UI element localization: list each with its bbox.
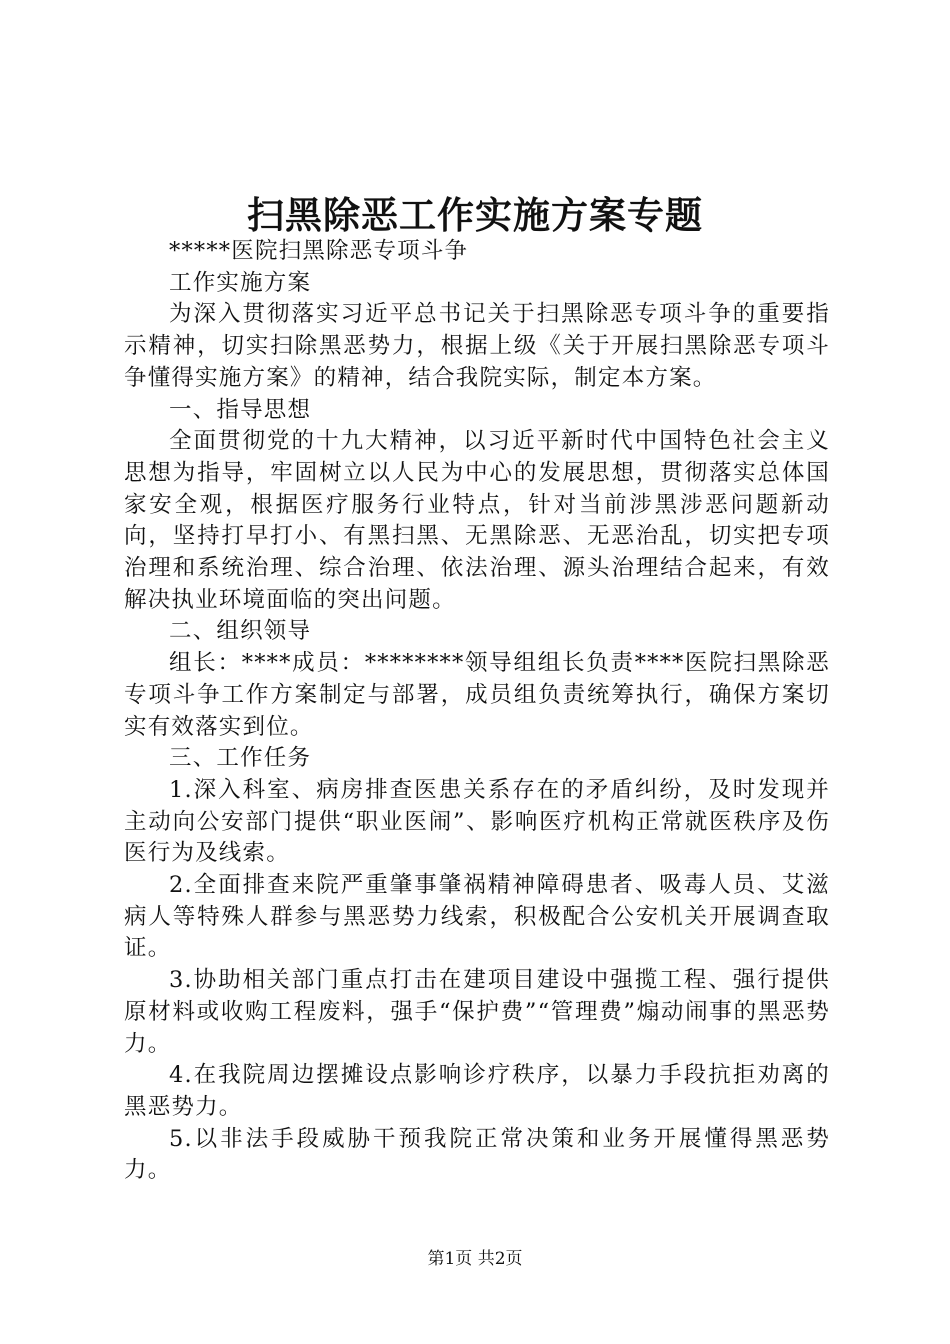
list-item: 4.在我院周边摆摊设点影响诊疗秩序，以暴力手段抗拒劝离的黑恶势力。 xyxy=(124,1062,830,1120)
section-heading: 三、工作任务 xyxy=(169,745,312,772)
list-item: 5.以非法手段威胁干预我院正常决策和业务开展懂得黑恶势力。 xyxy=(124,1125,830,1184)
paragraph: 工作实施方案 xyxy=(169,269,312,296)
list-item: 2.全面排查来院严重肇事肇祸精神障碍患者、吸毒人员、艾滋病人等特殊人群参与黑恶势力线索，积极配合公安机关开展调查取证。 xyxy=(124,872,830,962)
document-body xyxy=(124,236,830,1187)
paragraph: 组长：****成员：********领导组组长负责****医院扫黑除恶专项斗争工作方案制定与部署，成员组负责统筹执行，确保方案切实有效落实到位。 xyxy=(124,650,830,740)
page-footer: 第1页 共2页 xyxy=(427,1249,523,1269)
paragraph: 全面贯彻党的十九大精神，以习近平新时代中国特色社会主义思想为指导，牢固树立以人民为中心的发展思想，贯彻落实总体国家安全观，根据医疗服务行业特点，针对当前涉黑涉恶问题新动向，坚持打早打小、有黑扫黑、无黑除恶、无恶治乱，切实把专项治理和系统治理、综合治理、依法治理、源头治理结合起来，有效解决执业环境面临的突出问题。 xyxy=(124,428,830,613)
list-item: 3.协助相关部门重点打击在建项目建设中强揽工程、强行提供原材料或收购工程废料，强手“保护费”“管理费”煽动闹事的黑恶势力。 xyxy=(124,967,830,1057)
document-title: 扫黑除恶工作实施方案专题 xyxy=(247,194,703,237)
paragraph: *****医院扫黑除恶专项斗争 xyxy=(169,238,469,264)
list-item: 1.深入科室、病房排查医患关系存在的矛盾纠纷，及时发现并主动向公安部门提供“职业医闹”、影响医疗机构正常就医秩序及伤医行为及线索。 xyxy=(124,776,830,867)
paragraph: 为深入贯彻落实习近平总书记关于扫黑除恶专项斗争的重要指示精神，切实扫除黑恶势力，根据上级《关于开展扫黑除恶专项斗争懂得实施方案》的精神，结合我院实际，制定本方案。 xyxy=(124,301,830,391)
section-heading: 一、指导思想 xyxy=(169,396,312,423)
section-heading: 二、组织领导 xyxy=(169,618,312,645)
